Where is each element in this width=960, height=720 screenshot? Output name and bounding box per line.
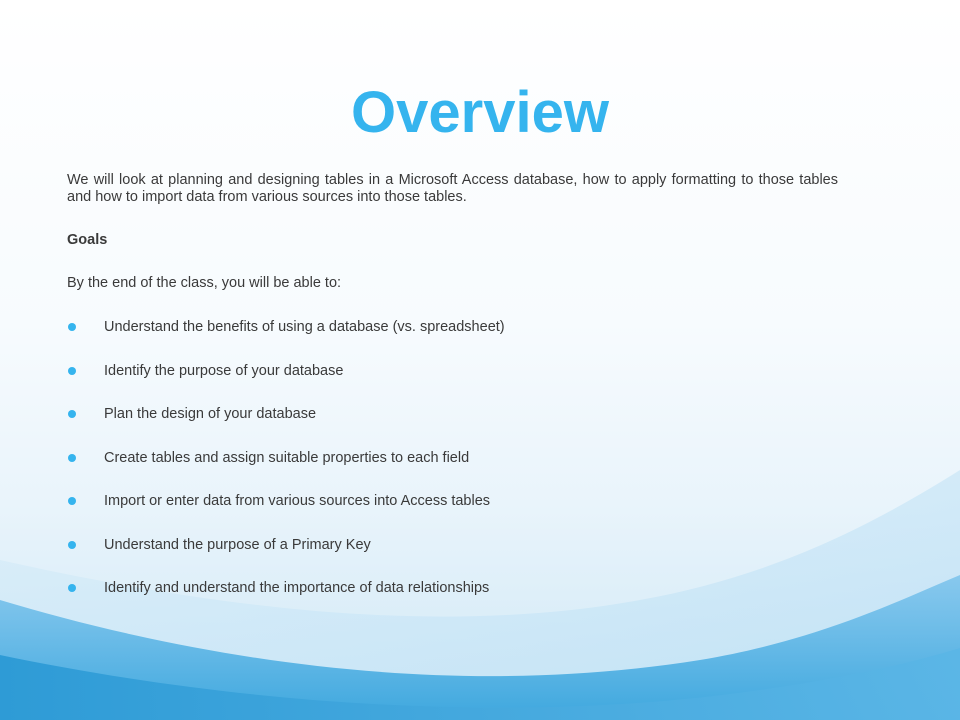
goal-text: Understand the benefits of using a database (vs. spreadsheet) bbox=[104, 319, 505, 335]
goal-list bbox=[67, 318, 505, 623]
goal-text: Import or enter data from various sources into Access tables bbox=[104, 493, 491, 509]
goal-item bbox=[67, 579, 505, 623]
goal-item bbox=[67, 449, 505, 493]
goal-text: Plan the design of your database bbox=[104, 406, 317, 422]
goal-item bbox=[67, 362, 505, 406]
bullet-icon bbox=[68, 541, 76, 549]
bullet-icon bbox=[68, 410, 76, 418]
goal-item bbox=[67, 405, 505, 449]
goal-item bbox=[67, 318, 505, 362]
goal-text: Create tables and assign suitable properties to each field bbox=[104, 449, 470, 466]
bullet-icon bbox=[68, 584, 76, 592]
bullet-icon bbox=[68, 367, 76, 375]
goal-text: Identify the purpose of your database bbox=[104, 362, 344, 379]
goals-heading: Goals bbox=[67, 232, 108, 248]
slide-title: Overview bbox=[351, 80, 609, 145]
goal-item bbox=[67, 536, 505, 580]
goal-text: Understand the purpose of a Primary Key bbox=[104, 536, 371, 553]
bullet-icon bbox=[68, 497, 76, 505]
intro-paragraph: We will look at planning and designing tables in a Microsoft Access database, how to apply formatting to those tables and how to import data from various sources into those tables. bbox=[67, 172, 838, 205]
goals-lead-text: By the end of the class, you will be able to: bbox=[67, 275, 342, 291]
bullet-icon bbox=[68, 323, 76, 331]
goal-item bbox=[67, 492, 505, 536]
bullet-icon bbox=[68, 454, 76, 462]
goal-text: Identify and understand the importance of data relationships bbox=[104, 580, 490, 596]
